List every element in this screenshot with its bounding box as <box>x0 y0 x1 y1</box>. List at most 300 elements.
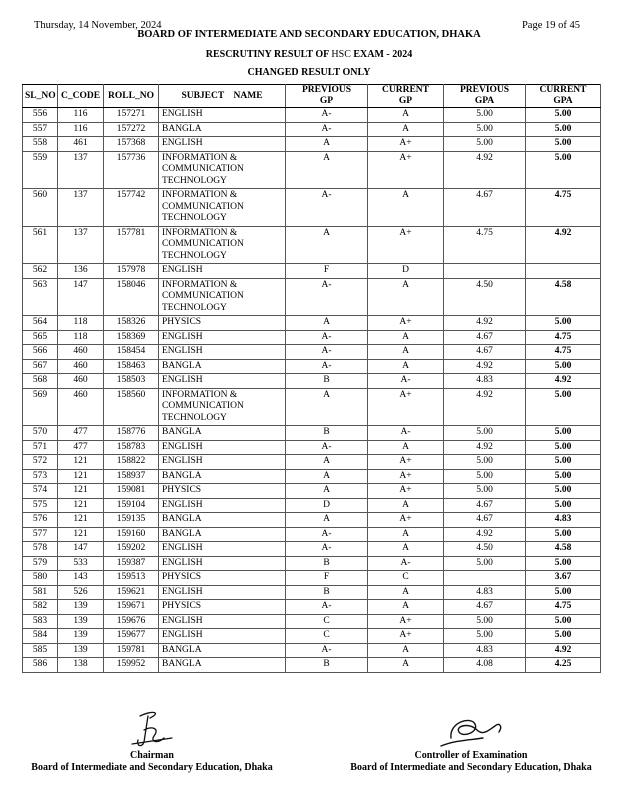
cell-current-gpa <box>526 264 601 279</box>
cell-previous-gpa: 4.50 <box>444 278 526 316</box>
header-current-gpa-line1: CURRENT <box>539 85 587 95</box>
cell-sl-no: 585 <box>23 643 58 658</box>
cell-current-gpa: 5.00 <box>526 484 601 499</box>
cell-subject <box>159 359 286 374</box>
cell-previous-gp: A- <box>286 122 368 137</box>
cell-previous-gp: A <box>286 469 368 484</box>
controller-signature-block <box>340 708 602 773</box>
cell-subject <box>159 498 286 513</box>
cell-previous-gp: A <box>286 137 368 152</box>
cell-previous-gpa: 4.67 <box>444 513 526 528</box>
header-c-code: C_CODE <box>58 85 104 108</box>
cell-current-gp: A+ <box>368 614 444 629</box>
chairman-signature-block <box>22 708 282 773</box>
header-previous-gpa-line1: PREVIOUS <box>459 85 510 95</box>
cell-roll-no: 158822 <box>104 455 159 470</box>
cell-roll-no: 159202 <box>104 542 159 557</box>
table-row <box>23 345 601 360</box>
cell-roll-no: 159781 <box>104 643 159 658</box>
cell-previous-gpa: 5.00 <box>444 614 526 629</box>
cell-roll-no: 159676 <box>104 614 159 629</box>
header-previous-gp <box>286 85 368 108</box>
table-row <box>23 426 601 441</box>
cell-current-gp: C <box>368 571 444 586</box>
cell-subject <box>159 455 286 470</box>
exam-title-suffix: EXAM - 2024 <box>350 49 413 60</box>
subject-line: PHYSICS <box>162 601 202 611</box>
cell-previous-gp: A <box>286 513 368 528</box>
cell-c-code: 121 <box>58 498 104 513</box>
table-header-row <box>23 85 601 108</box>
cell-current-gpa: 5.00 <box>526 426 601 441</box>
cell-roll-no: 158454 <box>104 345 159 360</box>
chairman-signature <box>92 708 212 750</box>
cell-c-code: 139 <box>58 614 104 629</box>
subject-line: INFORMATION & <box>162 389 238 400</box>
cell-previous-gp: A- <box>286 108 368 123</box>
cell-c-code: 116 <box>58 108 104 123</box>
cell-previous-gp: A- <box>286 189 368 227</box>
subject-line: ENGLISH <box>162 138 203 148</box>
cell-sl-no: 575 <box>23 498 58 513</box>
cell-roll-no: 159081 <box>104 484 159 499</box>
table-row <box>23 264 601 279</box>
subject-line: ENGLISH <box>162 630 203 640</box>
header-current-gpa-line2: GPA <box>553 96 573 106</box>
table-row <box>23 629 601 644</box>
subject-line: TECHNOLOGY <box>162 412 227 423</box>
cell-current-gp: A <box>368 345 444 360</box>
cell-previous-gpa: 5.00 <box>444 455 526 470</box>
cell-previous-gpa: 4.67 <box>444 330 526 345</box>
cell-subject <box>159 264 286 279</box>
cell-roll-no: 159135 <box>104 513 159 528</box>
cell-current-gpa: 4.92 <box>526 643 601 658</box>
subject-line: BANGLA <box>162 123 202 134</box>
subject-line: PHYSICS <box>162 317 202 327</box>
cell-current-gpa: 5.00 <box>526 469 601 484</box>
cell-current-gp: A- <box>368 556 444 571</box>
cell-c-code: 121 <box>58 484 104 499</box>
cell-previous-gpa: 4.92 <box>444 527 526 542</box>
subject-line: ENGLISH <box>162 346 203 356</box>
cell-sl-no: 565 <box>23 330 58 345</box>
cell-subject <box>159 440 286 455</box>
cell-sl-no: 578 <box>23 542 58 557</box>
subject-line: ENGLISH <box>162 499 203 510</box>
cell-roll-no: 158560 <box>104 388 159 426</box>
cell-previous-gp: A <box>286 484 368 499</box>
table-row <box>23 498 601 513</box>
subject-line: INFORMATION & <box>162 190 238 200</box>
cell-sl-no: 571 <box>23 440 58 455</box>
cell-current-gp: A <box>368 658 444 673</box>
cell-subject <box>159 629 286 644</box>
cell-c-code: 121 <box>58 469 104 484</box>
table-row <box>23 527 601 542</box>
controller-title: Controller of Examination <box>414 750 528 761</box>
subject-line: ENGLISH <box>162 441 203 452</box>
subject-line: COMMUNICATION <box>162 401 244 411</box>
table-row <box>23 151 601 189</box>
subject-line: INFORMATION & <box>162 152 238 163</box>
cell-sl-no: 577 <box>23 527 58 542</box>
cell-roll-no: 157368 <box>104 137 159 152</box>
cell-c-code: 147 <box>58 542 104 557</box>
cell-previous-gp: F <box>286 571 368 586</box>
cell-current-gp: A <box>368 498 444 513</box>
cell-sl-no: 567 <box>23 359 58 374</box>
controller-organization: Board of Intermediate and Secondary Education, Dhaka <box>350 762 592 773</box>
cell-current-gp: A+ <box>368 388 444 426</box>
results-table <box>22 84 601 673</box>
table-row <box>23 585 601 600</box>
subject-line: BANGLA <box>162 528 202 539</box>
table-row <box>23 556 601 571</box>
cell-previous-gpa: 4.92 <box>444 316 526 331</box>
header-subject-label: SUBJECT NAME <box>181 90 263 101</box>
cell-current-gp: A- <box>368 426 444 441</box>
cell-current-gpa: 4.58 <box>526 278 601 316</box>
cell-current-gp: A <box>368 600 444 615</box>
subject-line: BANGLA <box>162 427 202 437</box>
cell-current-gp: A <box>368 108 444 123</box>
cell-c-code: 477 <box>58 440 104 455</box>
cell-c-code: 116 <box>58 122 104 137</box>
cell-roll-no: 157736 <box>104 151 159 189</box>
header-current-gp <box>368 85 444 108</box>
cell-current-gp: A+ <box>368 137 444 152</box>
cell-previous-gpa: 5.00 <box>444 137 526 152</box>
table-row <box>23 108 601 123</box>
cell-sl-no: 580 <box>23 571 58 586</box>
cell-previous-gpa: 4.92 <box>444 151 526 189</box>
cell-subject <box>159 643 286 658</box>
cell-c-code: 460 <box>58 388 104 426</box>
header-previous-gp-line2: GP <box>319 96 334 106</box>
cell-current-gp: A <box>368 440 444 455</box>
subject-line: PHYSICS <box>162 485 202 495</box>
subject-line: COMMUNICATION <box>162 164 244 174</box>
cell-sl-no: 558 <box>23 137 58 152</box>
table-row <box>23 600 601 615</box>
cell-current-gpa: 5.00 <box>526 629 601 644</box>
table-row <box>23 542 601 557</box>
cell-previous-gp: A <box>286 151 368 189</box>
cell-previous-gp: F <box>286 264 368 279</box>
cell-previous-gpa: 5.00 <box>444 469 526 484</box>
cell-current-gpa: 4.58 <box>526 542 601 557</box>
cell-sl-no: 570 <box>23 426 58 441</box>
subject-line: PHYSICS <box>162 572 202 582</box>
cell-sl-no: 574 <box>23 484 58 499</box>
cell-previous-gpa: 4.83 <box>444 643 526 658</box>
cell-previous-gpa <box>444 264 526 279</box>
subject-line: INFORMATION & <box>162 279 238 290</box>
header-previous-gpa-line2: GPA <box>474 96 495 106</box>
cell-sl-no: 568 <box>23 374 58 389</box>
cell-previous-gpa: 5.00 <box>444 122 526 137</box>
cell-subject <box>159 585 286 600</box>
cell-subject <box>159 122 286 137</box>
exam-title-hsc: HSC <box>331 49 351 60</box>
subject-line: BANGLA <box>162 360 202 371</box>
cell-previous-gpa: 4.08 <box>444 658 526 673</box>
cell-subject <box>159 571 286 586</box>
cell-subject <box>159 600 286 615</box>
subject-line: BANGLA <box>162 659 202 669</box>
cell-previous-gpa: 4.92 <box>444 359 526 374</box>
cell-c-code: 143 <box>58 571 104 586</box>
cell-previous-gp: A- <box>286 359 368 374</box>
cell-c-code: 139 <box>58 629 104 644</box>
cell-roll-no: 158503 <box>104 374 159 389</box>
table-row <box>23 571 601 586</box>
cell-current-gpa: 4.75 <box>526 345 601 360</box>
cell-roll-no: 159621 <box>104 585 159 600</box>
table-row <box>23 440 601 455</box>
header-roll-no: ROLL_NO <box>104 85 159 108</box>
cell-current-gpa: 4.25 <box>526 658 601 673</box>
cell-c-code: 147 <box>58 278 104 316</box>
cell-sl-no: 579 <box>23 556 58 571</box>
cell-subject <box>159 189 286 227</box>
cell-roll-no: 157978 <box>104 264 159 279</box>
cell-c-code: 460 <box>58 374 104 389</box>
cell-previous-gpa: 4.67 <box>444 189 526 227</box>
cell-roll-no: 159677 <box>104 629 159 644</box>
cell-previous-gp: B <box>286 556 368 571</box>
subject-line: COMMUNICATION <box>162 239 244 249</box>
cell-current-gpa: 5.00 <box>526 388 601 426</box>
subject-line: TECHNOLOGY <box>162 250 227 261</box>
board-title: BOARD OF INTERMEDIATE AND SECONDARY EDUCATION, DHAKA <box>137 29 481 40</box>
cell-c-code: 121 <box>58 513 104 528</box>
cell-current-gp: A <box>368 330 444 345</box>
cell-current-gpa: 5.00 <box>526 151 601 189</box>
cell-current-gpa: 5.00 <box>526 122 601 137</box>
cell-roll-no: 157781 <box>104 226 159 264</box>
cell-current-gp: A <box>368 643 444 658</box>
cell-sl-no: 564 <box>23 316 58 331</box>
table-row <box>23 330 601 345</box>
subject-line: ENGLISH <box>162 456 203 466</box>
subject-line: ENGLISH <box>162 615 203 626</box>
subject-line: ENGLISH <box>162 375 203 385</box>
cell-current-gp: A+ <box>368 226 444 264</box>
cell-current-gpa: 4.75 <box>526 330 601 345</box>
cell-subject <box>159 556 286 571</box>
cell-previous-gpa: 4.50 <box>444 542 526 557</box>
cell-subject <box>159 330 286 345</box>
cell-subject <box>159 469 286 484</box>
subject-line: COMMUNICATION <box>162 201 244 212</box>
cell-current-gp: A <box>368 585 444 600</box>
cell-current-gp: A+ <box>368 484 444 499</box>
subject-line: ENGLISH <box>162 331 203 342</box>
cell-c-code: 460 <box>58 359 104 374</box>
cell-current-gp: A <box>368 542 444 557</box>
cell-roll-no: 158046 <box>104 278 159 316</box>
cell-current-gp: A <box>368 527 444 542</box>
cell-c-code: 460 <box>58 345 104 360</box>
subject-line: ENGLISH <box>162 586 203 597</box>
cell-previous-gp: A- <box>286 440 368 455</box>
cell-sl-no: 576 <box>23 513 58 528</box>
table-row <box>23 455 601 470</box>
table-row <box>23 469 601 484</box>
cell-roll-no: 157272 <box>104 122 159 137</box>
header-sl-no: SL_NO <box>23 85 58 108</box>
header-previous-gp-line1: PREVIOUS <box>301 85 352 95</box>
cell-roll-no: 158326 <box>104 316 159 331</box>
cell-roll-no: 159952 <box>104 658 159 673</box>
cell-current-gpa: 3.67 <box>526 571 601 586</box>
cell-sl-no: 561 <box>23 226 58 264</box>
controller-signature <box>411 708 531 750</box>
cell-current-gp: A <box>368 189 444 227</box>
table-row <box>23 374 601 389</box>
cell-roll-no: 159513 <box>104 571 159 586</box>
cell-current-gpa: 5.00 <box>526 556 601 571</box>
cell-c-code: 137 <box>58 151 104 189</box>
cell-subject <box>159 527 286 542</box>
cell-c-code: 137 <box>58 226 104 264</box>
header-current-gpa <box>526 85 601 108</box>
cell-subject <box>159 513 286 528</box>
cell-roll-no: 159671 <box>104 600 159 615</box>
cell-current-gpa: 5.00 <box>526 137 601 152</box>
cell-sl-no: 586 <box>23 658 58 673</box>
cell-current-gp: A+ <box>368 469 444 484</box>
cell-previous-gpa: 5.00 <box>444 108 526 123</box>
cell-current-gp: A <box>368 278 444 316</box>
subject-line: ENGLISH <box>162 265 203 275</box>
cell-roll-no: 157742 <box>104 189 159 227</box>
cell-current-gp: A <box>368 359 444 374</box>
cell-subject <box>159 388 286 426</box>
subject-line: TECHNOLOGY <box>162 213 227 223</box>
subject-line: ENGLISH <box>162 557 203 568</box>
cell-sl-no: 582 <box>23 600 58 615</box>
cell-previous-gp: C <box>286 614 368 629</box>
table-row <box>23 189 601 227</box>
cell-current-gpa: 5.00 <box>526 527 601 542</box>
table-row <box>23 614 601 629</box>
exam-title-prefix: RESCRUTINY RESULT OF <box>205 49 332 60</box>
cell-sl-no: 559 <box>23 151 58 189</box>
cell-sl-no: 583 <box>23 614 58 629</box>
cell-previous-gp: A- <box>286 278 368 316</box>
chairman-organization: Board of Intermediate and Secondary Education, Dhaka <box>31 762 273 773</box>
cell-c-code: 138 <box>58 658 104 673</box>
cell-c-code: 121 <box>58 527 104 542</box>
cell-previous-gp: A- <box>286 345 368 360</box>
cell-previous-gpa: 5.00 <box>444 426 526 441</box>
cell-roll-no: 159160 <box>104 527 159 542</box>
cell-subject <box>159 316 286 331</box>
cell-subject <box>159 614 286 629</box>
table-row <box>23 658 601 673</box>
cell-sl-no: 557 <box>23 122 58 137</box>
cell-current-gpa: 5.00 <box>526 440 601 455</box>
chairman-title: Chairman <box>130 750 174 761</box>
table-row <box>23 643 601 658</box>
cell-sl-no: 581 <box>23 585 58 600</box>
cell-current-gpa: 5.00 <box>526 316 601 331</box>
cell-sl-no: 566 <box>23 345 58 360</box>
cell-previous-gpa: 4.75 <box>444 226 526 264</box>
cell-roll-no: 158776 <box>104 426 159 441</box>
cell-subject <box>159 108 286 123</box>
cell-roll-no: 158463 <box>104 359 159 374</box>
cell-subject <box>159 658 286 673</box>
table-row <box>23 122 601 137</box>
cell-previous-gpa <box>444 571 526 586</box>
cell-subject <box>159 542 286 557</box>
cell-previous-gp: A <box>286 226 368 264</box>
table-row <box>23 388 601 426</box>
cell-previous-gp: A <box>286 455 368 470</box>
table-row <box>23 137 601 152</box>
cell-previous-gpa: 4.83 <box>444 374 526 389</box>
cell-roll-no: 159387 <box>104 556 159 571</box>
cell-current-gpa: 4.83 <box>526 513 601 528</box>
cell-subject <box>159 374 286 389</box>
cell-current-gpa: 5.00 <box>526 455 601 470</box>
cell-c-code: 137 <box>58 189 104 227</box>
cell-current-gp: A+ <box>368 513 444 528</box>
cell-subject <box>159 426 286 441</box>
table-body <box>23 108 601 673</box>
cell-current-gpa: 4.92 <box>526 374 601 389</box>
subject-line: INFORMATION & <box>162 227 238 238</box>
cell-previous-gpa: 4.83 <box>444 585 526 600</box>
subject-line: ENGLISH <box>162 109 203 119</box>
cell-subject <box>159 278 286 316</box>
cell-current-gp: A- <box>368 374 444 389</box>
header-current-gp-line2: GP <box>398 96 413 106</box>
cell-c-code: 118 <box>58 316 104 331</box>
cell-sl-no: 563 <box>23 278 58 316</box>
cell-subject <box>159 151 286 189</box>
cell-c-code: 533 <box>58 556 104 571</box>
cell-c-code: 118 <box>58 330 104 345</box>
cell-current-gp: A+ <box>368 629 444 644</box>
cell-c-code: 136 <box>58 264 104 279</box>
cell-sl-no: 573 <box>23 469 58 484</box>
table-row <box>23 278 601 316</box>
cell-roll-no: 159104 <box>104 498 159 513</box>
cell-previous-gp: B <box>286 658 368 673</box>
cell-sl-no: 584 <box>23 629 58 644</box>
cell-previous-gpa: 4.67 <box>444 498 526 513</box>
cell-current-gpa: 5.00 <box>526 585 601 600</box>
cell-previous-gp: A- <box>286 542 368 557</box>
cell-current-gpa: 5.00 <box>526 108 601 123</box>
cell-previous-gpa: 5.00 <box>444 484 526 499</box>
cell-sl-no: 560 <box>23 189 58 227</box>
table-row <box>23 359 601 374</box>
subject-line: COMMUNICATION <box>162 291 244 301</box>
cell-current-gp: A+ <box>368 316 444 331</box>
changed-result-heading: CHANGED RESULT ONLY <box>247 67 371 78</box>
table-row <box>23 226 601 264</box>
cell-previous-gpa: 4.67 <box>444 345 526 360</box>
cell-roll-no: 157271 <box>104 108 159 123</box>
cell-sl-no: 569 <box>23 388 58 426</box>
cell-previous-gpa: 4.67 <box>444 600 526 615</box>
